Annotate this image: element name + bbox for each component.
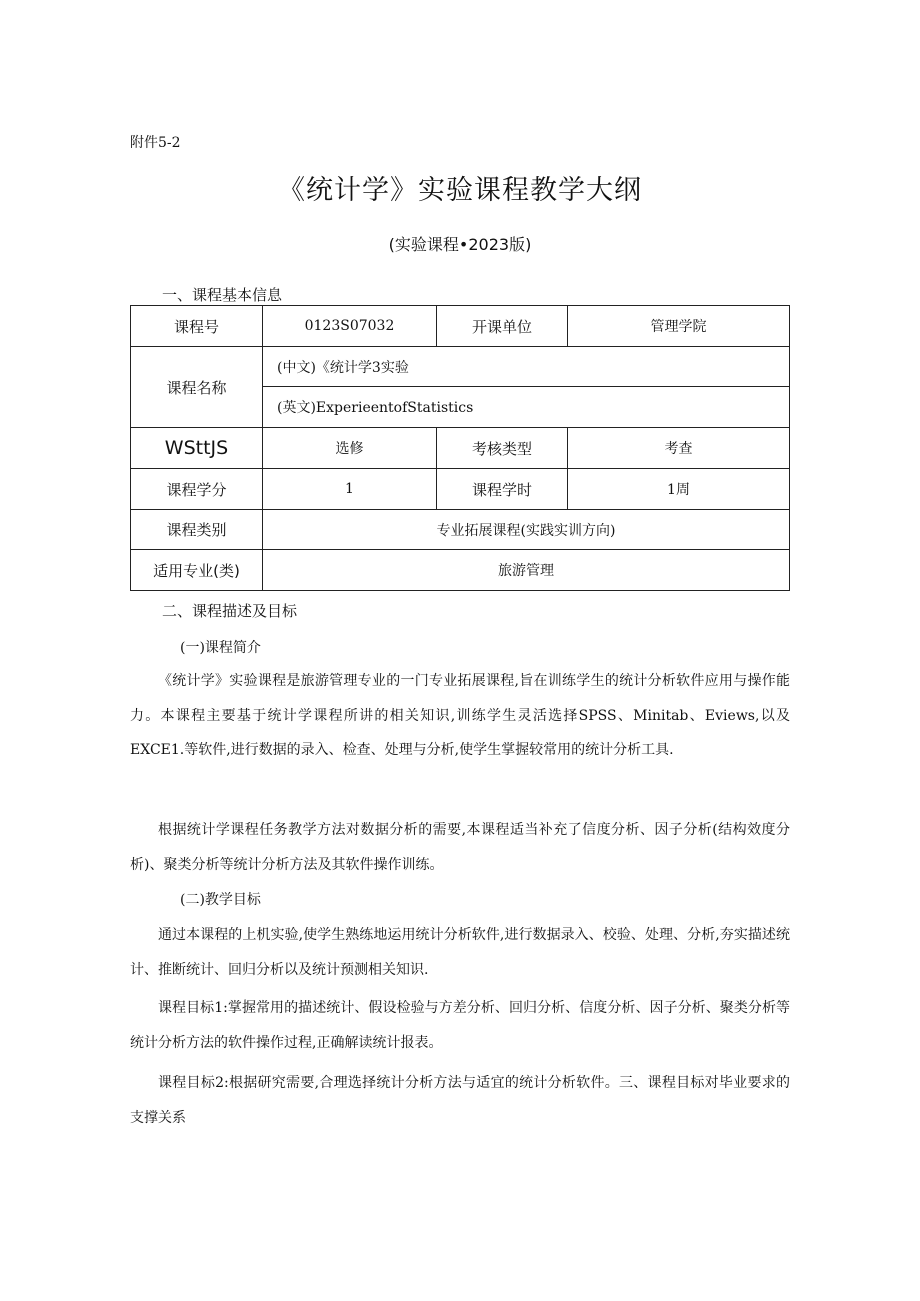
hours-label: 课程学时	[437, 469, 568, 510]
assessment-value: 考查	[568, 428, 790, 469]
document-title: 《统计学》实验课程教学大纲	[278, 175, 642, 206]
subheading-teaching-goals: (二)教学目标	[180, 892, 261, 908]
goal-paragraph-3: 课程目标2:根据研究需要,合理选择统计分析方法与适宜的统计分析软件。三、课程目标对毕业要求的支撑关系	[130, 1075, 790, 1126]
category-label: 课程类别	[131, 510, 263, 550]
major-label: 适用专业(类)	[131, 550, 263, 591]
intro-paragraph-1: 《统计学》实验课程是旅游管理专业的一门专业拓展课程,旨在训练学生的统计分析软件应用与操作能力。本课程主要基于统计学课程所讲的相关知识,训练学生灵活选择SPSS、Minitab、Eviews,以及EXCE1.等软件,进行数据的录入、检查、处理与分析,使学生掌握较常用的统计分析工具.	[130, 673, 790, 758]
unit-label: 开课单位	[437, 306, 568, 347]
major-value: 旅游管理	[263, 550, 790, 591]
section-heading-basic-info: 一、课程基本信息	[162, 286, 283, 304]
document-subtitle: (实验课程•2023版)	[388, 235, 532, 254]
course-code-value: 0123S07032	[263, 306, 437, 347]
attachment-label: 附件5-2	[130, 135, 181, 151]
section-heading-description: 二、课程描述及目标	[162, 602, 298, 620]
goal-paragraph-2: 课程目标1:掌握常用的描述统计、假设检验与方差分析、回归分析、信度分析、因子分析、聚类分析等统计分析方法的软件操作过程,正确解读统计报表。	[130, 1000, 790, 1051]
unit-value: 管理学院	[568, 306, 790, 347]
course-name-cn: (中文)《统计学3实验	[263, 347, 790, 387]
credits-value: 1	[263, 469, 437, 510]
course-nature-label: WSttJS	[131, 428, 263, 469]
assessment-label: 考核类型	[437, 428, 568, 469]
subheading-course-intro: (一)课程简介	[180, 640, 261, 656]
course-name-en: (英文)ExperieentofStatistics	[263, 387, 790, 428]
hours-value: 1周	[568, 469, 790, 510]
course-info-table	[130, 305, 790, 591]
category-value: 专业拓展课程(实践实训方向)	[263, 510, 790, 550]
course-name-label: 课程名称	[131, 347, 263, 428]
goal-paragraph-1: 通过本课程的上机实验,使学生熟练地运用统计分析软件,进行数据录入、校验、处理、分析,夯实描述统计、推断统计、回归分析以及统计预测相关知识.	[130, 927, 790, 978]
intro-paragraph-2: 根据统计学课程任务教学方法对数据分析的需要,本课程适当补充了信度分析、因子分析(结构效度分析)、聚类分析等统计分析方法及其软件操作训练。	[130, 822, 790, 873]
course-code-label: 课程号	[131, 306, 263, 347]
credits-label: 课程学分	[131, 469, 263, 510]
course-nature-value: 选修	[263, 428, 437, 469]
